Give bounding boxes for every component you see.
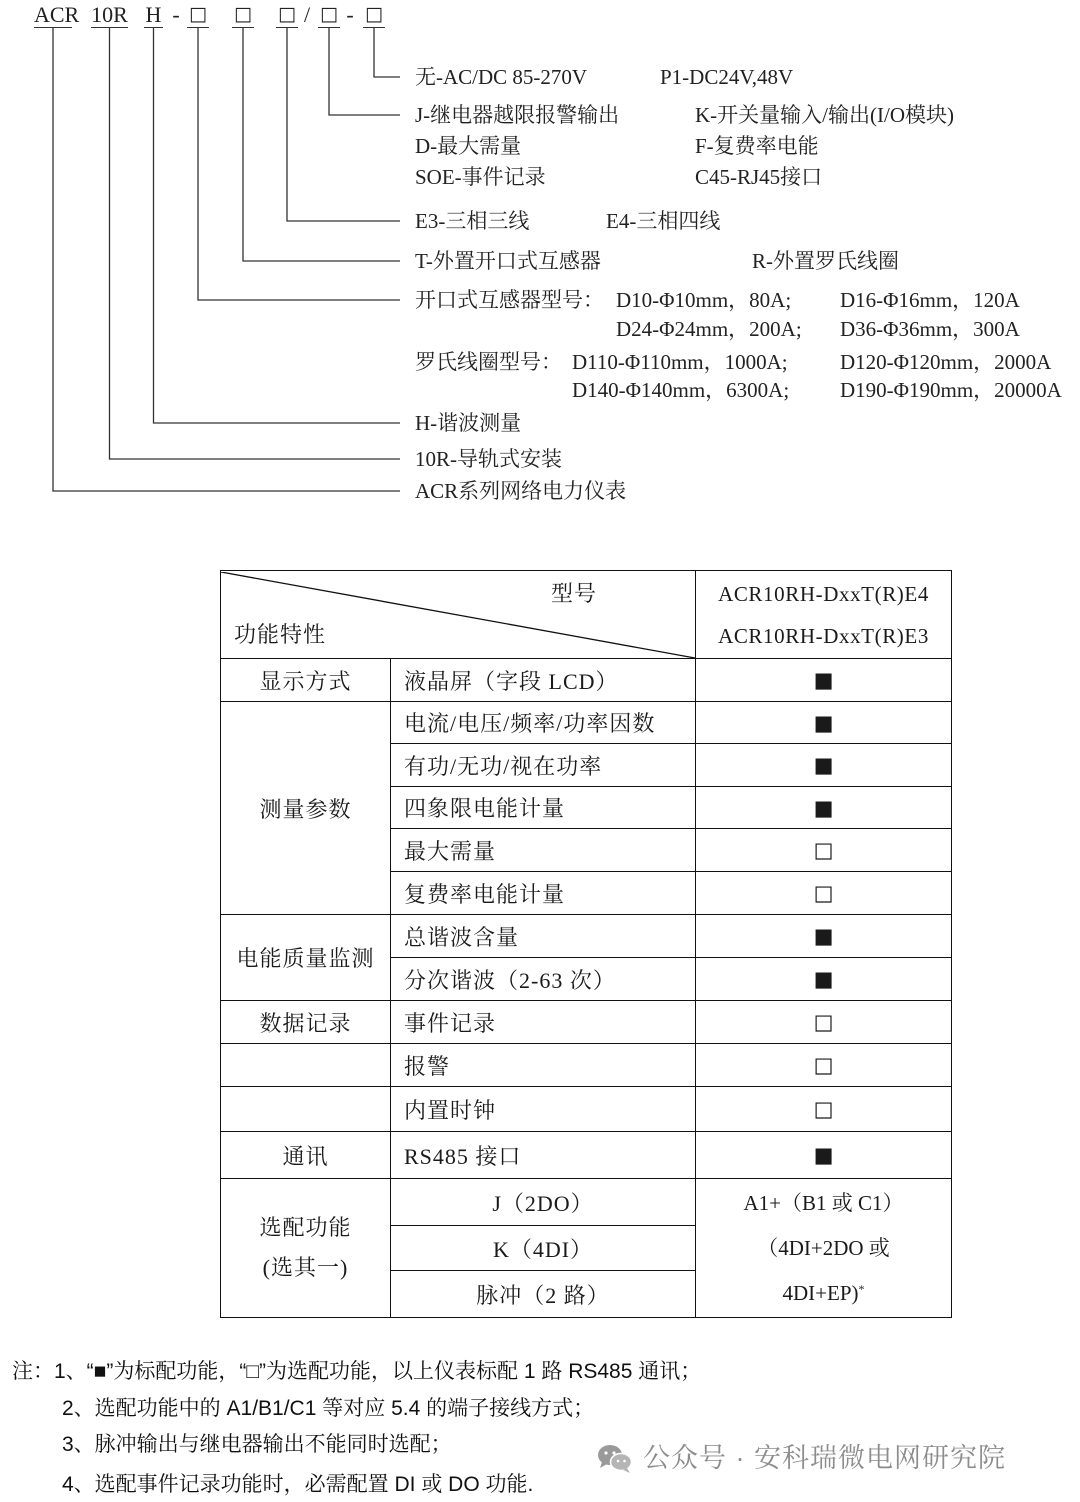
category-cell: 电能质量监测 [221, 915, 391, 1001]
connector-ct-model [198, 28, 400, 300]
category-cell: 通讯 [221, 1132, 391, 1179]
table-row-optional [221, 1179, 952, 1226]
feature-cell: 报警 [391, 1044, 696, 1087]
table-row [221, 915, 952, 958]
table-row [221, 1087, 952, 1132]
feature-cell: 液晶屏（字段 LCD） [391, 659, 696, 702]
optional-mark-line: A1+（B1 或 C1） [743, 1190, 904, 1215]
legend-mount: 10R-导轨式安装 [415, 447, 562, 471]
code-dash: - [172, 2, 180, 27]
legend-function-soe: SOE-事件记录 [415, 165, 546, 189]
optional-category-cell [221, 1179, 391, 1318]
legend-ct-label: 开口式互感器型号： [415, 288, 604, 312]
legend-rogowski-d190: D190-Φ190mm，20000A [840, 378, 1062, 402]
connector-series [53, 28, 400, 491]
header-models-cell [696, 571, 952, 659]
legend-function-c45: C45-RJ45接口 [695, 165, 823, 189]
legend-rogowski-label: 罗氏线圈型号： [415, 350, 562, 374]
optional-item-pulse: 脉冲（2 路） [391, 1271, 696, 1318]
connector-function [329, 28, 400, 115]
table-header-row [221, 571, 952, 659]
mark-cell: □ [696, 829, 952, 872]
legend-series: ACR系列网络电力仪表 [415, 479, 627, 503]
code-slot-power: □ [363, 2, 385, 28]
legend-rogowski-d140: D140-Φ140mm，6300A; [572, 378, 790, 402]
mark-cell: □ [696, 872, 952, 915]
feature-cell: 电流/电压/频率/功率因数 [391, 702, 696, 744]
legend-wiring-e4: E4-三相四线 [606, 209, 721, 233]
mark-cell: ■ [696, 1132, 952, 1179]
connector-wiring [287, 28, 400, 221]
code-harmonic: H [145, 2, 162, 27]
optional-item-j: J（2DO） [391, 1179, 696, 1226]
optional-mark-line: （4DI+2DO 或 [757, 1235, 890, 1260]
legend-ct-d16: D16-Φ16mm，120A [840, 288, 1020, 312]
code-slot-function: □ [318, 2, 340, 28]
table-row [221, 1001, 952, 1044]
feature-table [220, 570, 952, 1318]
optional-mark-line [696, 1271, 951, 1316]
model-e3: ACR10RH-DxxT(R)E3 [718, 623, 929, 648]
feature-cell: 复费率电能计量 [391, 872, 696, 915]
mark-cell: ■ [696, 915, 952, 958]
code-mount: 10R [91, 2, 128, 27]
feature-cell: 总谐波含量 [391, 915, 696, 958]
note-4: 4、选配事件记录功能时，必需配置 DI 或 DO 功能. [62, 1473, 534, 1496]
legend-function-f: F-复费率电能 [695, 134, 819, 158]
feature-cell: 事件记录 [391, 1001, 696, 1044]
legend-function-d: D-最大需量 [415, 134, 522, 158]
optional-mark-text: 4DI+EP) [782, 1280, 859, 1305]
note-1: 注：1、“■”为标配功能，“□”为选配功能，以上仪表标配 1 路 RS485 通讯； [12, 1360, 702, 1383]
optional-item-k: K（4DI） [391, 1226, 696, 1271]
mark-cell: □ [696, 1087, 952, 1132]
feature-cell: 内置时钟 [391, 1087, 696, 1132]
category-cell: 数据记录 [221, 1001, 391, 1044]
code-dash: - [346, 2, 354, 27]
mark-cell: □ [696, 1044, 952, 1087]
legend-rogowski-d120: D120-Φ120mm，2000A [840, 350, 1052, 374]
table-row [221, 1044, 952, 1087]
optional-category-title: 选配功能 [259, 1215, 352, 1240]
note-2: 2、选配功能中的 A1/B1/C1 等对应 5.4 的端子接线方式； [62, 1397, 595, 1420]
connector-harmonic [154, 28, 401, 423]
category-cell-empty [221, 1044, 391, 1087]
feature-cell: 四象限电能计量 [391, 787, 696, 829]
code-slash: / [303, 2, 311, 27]
wechat-icon [597, 1443, 633, 1480]
code-slot-ct-model: □ [187, 2, 209, 28]
mark-cell: ■ [696, 744, 952, 787]
header-diagonal-cell [221, 571, 696, 659]
code-series: ACR [34, 2, 80, 27]
watermark-text: 公众号 · 安科瑞微电网研究院 [643, 1443, 1006, 1473]
code-slot-wiring: □ [276, 2, 298, 28]
table-row [221, 1132, 952, 1179]
header-feature-label: 功能特性 [234, 621, 327, 647]
legend-harmonic: H-谐波测量 [415, 411, 522, 435]
legend-ct-d10: D10-Φ10mm，80A; [616, 288, 792, 312]
header-model-label: 型号 [551, 580, 598, 606]
category-cell: 测量参数 [221, 702, 391, 915]
legend-wiring-e3: E3-三相三线 [415, 209, 530, 233]
mark-cell: ■ [696, 958, 952, 1001]
legend-function-j: J-继电器越限报警输出 [415, 103, 620, 127]
table-row [221, 659, 952, 702]
connector-power [374, 28, 400, 77]
code-slot-sensor: □ [232, 2, 254, 28]
optional-category-hint: (选其一) [262, 1255, 349, 1280]
legend-rogowski-d110: D110-Φ110mm，1000A; [572, 350, 788, 374]
legend-sensor-t: T-外置开口式互感器 [415, 249, 601, 273]
feature-cell: 最大需量 [391, 829, 696, 872]
mark-cell: ■ [696, 787, 952, 829]
category-cell: 显示方式 [221, 659, 391, 702]
feature-cell: RS485 接口 [391, 1132, 696, 1179]
note-3: 3、脉冲输出与继电器输出不能同时选配； [62, 1433, 452, 1456]
legend-power-ac-dc: 无-AC/DC 85-270V [415, 65, 588, 89]
model-e4: ACR10RH-DxxT(R)E4 [718, 581, 929, 606]
legend-power-dc: P1-DC24V,48V [660, 65, 794, 89]
footnote-asterisk: * [858, 1281, 865, 1296]
mark-cell: ■ [696, 702, 952, 744]
category-cell-empty [221, 1087, 391, 1132]
connector-sensor [243, 28, 400, 261]
feature-cell: 分次谐波（2-63 次） [391, 958, 696, 1001]
legend-ct-d36: D36-Φ36mm，300A [840, 317, 1020, 341]
legend-function-k: K-开关量输入/输出(I/O模块) [695, 103, 954, 127]
optional-mark-cell [696, 1179, 952, 1318]
feature-cell: 有功/无功/视在功率 [391, 744, 696, 787]
legend-ct-d24: D24-Φ24mm，200A; [616, 317, 802, 341]
mark-cell: □ [696, 1001, 952, 1044]
mark-cell: ■ [696, 659, 952, 702]
legend-sensor-r: R-外置罗氏线圈 [752, 249, 899, 273]
table-row [221, 702, 952, 744]
